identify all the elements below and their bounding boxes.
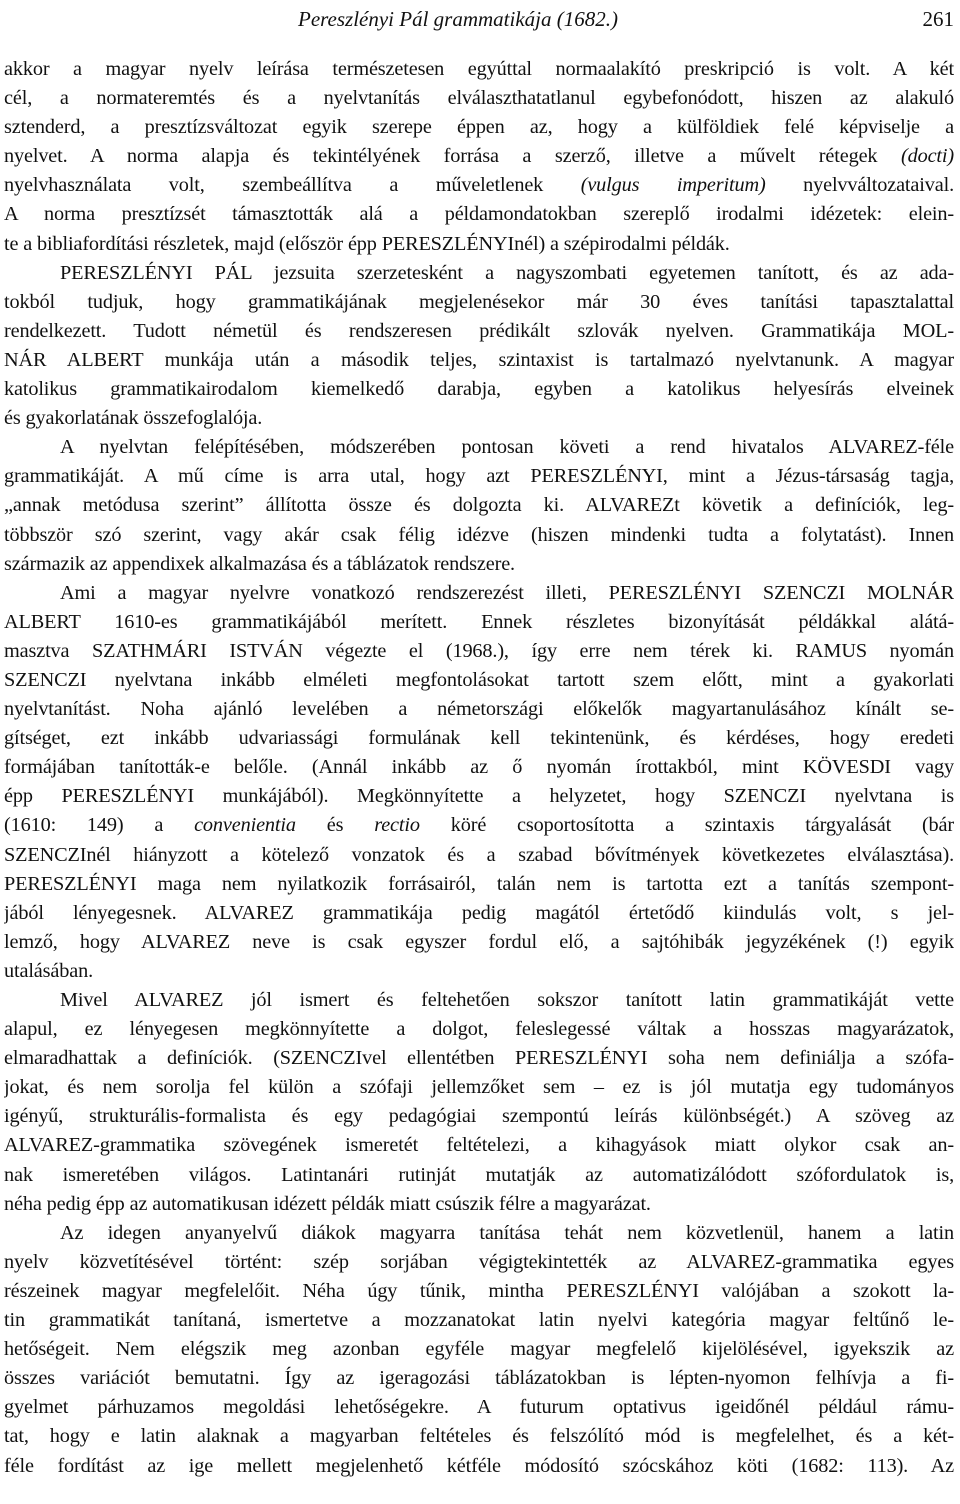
- text-line: hetőségeit. Nem elégszik meg azonban egyféle magyar megfelelő kijelölésével, igyekszik az: [4, 1338, 954, 1361]
- text-line: PERESZLÉNYI maga nem nyilatkozik forrásairól, talán nem is tartotta ezt a tanítás szempont-: [4, 872, 954, 895]
- text-line: nyelvtanítást. Noha ajánló levelében a németországi előkelők magyartanulásához kínált se-: [4, 698, 954, 721]
- text-line: tokból tudjuk, hogy grammatikájának megjelenésekor már 30 éves tanítási tapasztalattal: [4, 290, 954, 313]
- text-line: alapul, ez lényegesen megkönnyítette a dolgot, feleslegessé váltak a hosszas magyarázatok,: [4, 1018, 954, 1041]
- text-line: ALBERT 1610-es grammatikájából merített. Ennek részletes bizonyítását példákkal alátá-: [4, 610, 954, 633]
- text-line: SZENCZInél hiányzott a kötelező vonzatok és a szabad bővítmények következetes elválasztása).: [4, 843, 954, 866]
- text-line: lemző, hogy ALVAREZ neve is csak egyszer fordul elő, a sajtóhibák jegyzékének (!) egyik: [4, 930, 954, 953]
- text-line: nyelvhasználata volt, szembeállítva a műveletlenek (vulgus imperitum) nyelvváltozataival.: [4, 174, 954, 197]
- text-line: A nyelvtan felépítésében, módszerében pontosan követi a rend hivatalos ALVAREZ-féle: [60, 436, 954, 459]
- text-line: akkor a magyar nyelv leírása természetesen egyúttal normaalakító preskripció is volt. A két: [4, 58, 954, 80]
- text-line: igényű, strukturális-formalista és egy pedagógiai szempontú leírás különbségét.) A szöveg az: [4, 1105, 954, 1128]
- text-line: Mivel ALVAREZ jól ismert és feltehetően sokszor tanított latin grammatikáját vette: [60, 989, 954, 1011]
- text-line: épp PERESZLÉNYI munkájából). Megkönnyítette a helyzetet, hogy SZENCZI nyelvtana is: [4, 785, 954, 808]
- running-head-title: Pereszlényi Pál grammatikája (1682.): [298, 7, 618, 31]
- text-line: NÁR ALBERT munkája után a második teljes, szintaxist is tartalmazó nyelvtanunk. A magyar: [4, 348, 954, 371]
- text-line: nak ismeretében világos. Latintanári rutinját mutatják az automatizálódott szófordulatok is,: [4, 1163, 954, 1186]
- text-line: nyelv közvetítésével történt: szép sorjában végigtekintették az ALVAREZ-grammatika egyes: [4, 1250, 954, 1273]
- text-line: gítséget, ezt inkább udvariassági formulának kell tekintenünk, és kérdéses, hogy eredeti: [4, 727, 954, 750]
- text-line: többször szó szerint, vagy akár csak félig idézve (hiszen mindenki tudta a folytatást). Innen: [4, 523, 954, 546]
- text-line: grammatikáját. A mű címe is arra utal, hogy azt PERESZLÉNYI, mint a Jézus-társaság tagja,: [4, 465, 954, 488]
- text-line: Ami a magyar nyelvre vonatkozó rendszerezést illeti, PERESZLÉNYI SZENCZI MOLNÁR: [60, 581, 954, 604]
- text-line: te a bibliafordítási részletek, majd (először épp PERESZLÉNYInél) a szépirodalmi példák.: [4, 232, 730, 255]
- page-number: 261: [922, 7, 954, 31]
- text-line: tin grammatikát tanítaná, ismertetve a mozzanatokat latin nyelvi kategória magyar feltűnő le-: [4, 1309, 954, 1332]
- text-line: részeinek magyar megfelelőit. Néha úgy tűnik, mintha PERESZLÉNYI valójában a szokott la-: [4, 1279, 954, 1302]
- text-line: tat, hogy e latin alaknak a magyarban feltételes és felszólító mód is megfelelhet, és a két-: [4, 1425, 954, 1448]
- text-line: SZENCZI nyelvtana inkább elméleti megfontolásokat tartott szem előtt, mint a gyakorlati: [4, 668, 954, 691]
- text-line: PERESZLÉNYI PÁL jezsuita szerzetesként a nagyszombati egyetemen tanított, és az ada-: [60, 261, 954, 284]
- text-line: Az idegen anyanyelvű diákok magyarra tanítása tehát nem közvetlenül, hanem a latin: [60, 1221, 954, 1244]
- text-line: masztva SZATHMÁRI ISTVÁN végezte el (1968.), így erre nem térek ki. RAMUS nyomán: [4, 639, 954, 662]
- text-line: ALVAREZ-grammatika szövegének ismeretét feltételezi, a kihagyások miatt olykor csak an-: [4, 1134, 954, 1157]
- body-text: [4, 55, 954, 1481]
- text-line: „annak metódusa szerint” állította össze és dolgozta ki. ALVAREZt követik a definíciók, leg-: [4, 494, 954, 517]
- text-line: elmaradhattak a definíciók. (SZENCZIvel ellentétben PERESZLÉNYI soha nem definiálja a szófa-: [4, 1047, 954, 1070]
- text-line: sztenderd, a presztízsváltozat egyik szerepe éppen az, hogy a külföldiek felé képviselje a: [4, 116, 954, 139]
- text-line: jokat, és nem sorolja fel külön a szófaji jellemzőket sem – ez is jól mutatja egy tudományos: [4, 1076, 954, 1099]
- text-line: cél, a normateremtés és a nyelvtanítás elválaszthatatlanul egybefonódott, hiszen az alakuló: [4, 87, 954, 110]
- text-line: nyelvet. A norma alapja és tekintélyének forrása a szerző, illetve a művelt rétegek (docti): [4, 145, 954, 168]
- running-head: [0, 2, 960, 36]
- text-line: A norma presztízsét támasztották alá a példamondatokban szereplő irodalmi idézetek: elein-: [4, 203, 954, 226]
- text-line: gyelmet párhuzamos megoldási lehetőségekre. A futurum optativus igeidőnél például rámu-: [4, 1396, 954, 1419]
- text-line: összes variációt bemutatni. Így az igeragozási táblázatokban is lépten-nyomon felhívja a fi-: [4, 1367, 954, 1390]
- text-line: és gyakorlatának összefoglalója.: [4, 407, 263, 430]
- text-line: katolikus grammatikairodalom kiemelkedő darabja, egyben a katolikus helyesírás elveinek: [4, 378, 954, 401]
- text-line: néha pedig épp az automatikusan idézett példák miatt csúszik félre a magyarázat.: [4, 1192, 651, 1215]
- text-line: rendelkezett. Tudott németül és rendszeresen prédikált szlovák nyelven. Grammatikája MOL-: [4, 319, 954, 342]
- text-line: jából lényegesnek. ALVAREZ grammatikája pedig magától értetődő kiindulás volt, s jel-: [4, 901, 954, 924]
- text-line: származik az appendixek alkalmazása és a táblázatok rendszere.: [4, 552, 515, 575]
- text-line: formájában tanították-e belőle. (Annál inkább az ő nyomán írottakból, mint KÖVESDI vagy: [4, 756, 954, 779]
- text-line: (1610: 149) a convenientia és rectio köré csoportosította a szintaxis tárgyalását (bár: [4, 814, 954, 837]
- text-line: utalásában.: [4, 959, 94, 982]
- text-line: féle fordítást az ige mellett megjelenhető kétféle módosító szócskához köti (1682: 113). Az: [4, 1454, 954, 1477]
